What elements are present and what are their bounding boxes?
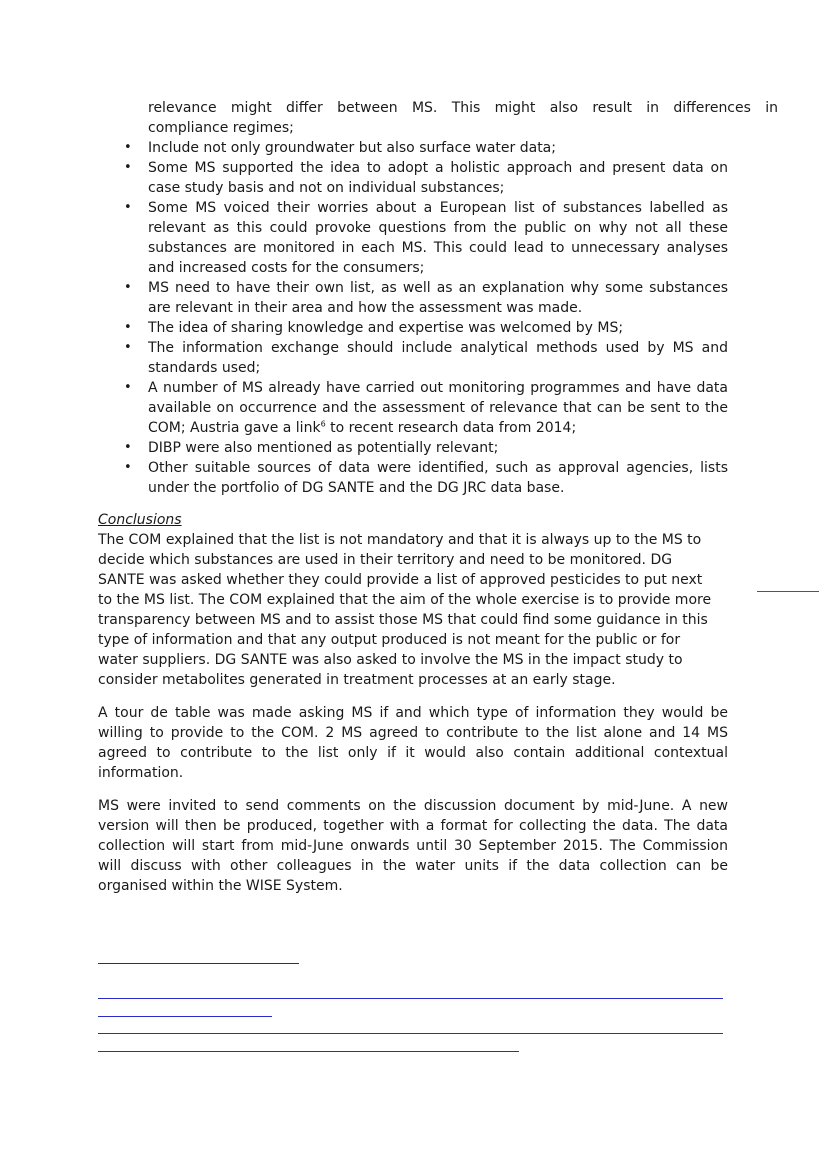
list-item bbox=[98, 278, 728, 318]
bullet-icon: • bbox=[124, 320, 132, 335]
list-item bbox=[98, 438, 728, 458]
list-item-text-tail: to recent research data from 2014; bbox=[325, 420, 577, 436]
bullet-icon: • bbox=[124, 340, 132, 355]
paragraph: A tour de table was made asking MS if and which type of information they would be willing to provide to the COM. 2 MS agreed to contribute to the list alone and 14 MS agreed to contribute to the list only if it would also contain additional contextual information. bbox=[98, 705, 728, 781]
list-item-text: Some MS supported the idea to adopt a holistic approach and present data on case study basis and not on individual substances; bbox=[148, 160, 728, 196]
list-item bbox=[98, 138, 728, 158]
bullet-icon: • bbox=[124, 200, 132, 215]
continued-line-2: compliance regimes; bbox=[148, 120, 294, 136]
bullet-icon: • bbox=[124, 160, 132, 175]
list-item-text: A number of MS already have carried out monitoring programmes and have data available on occurrence and the assessment of relevance that can be sent to the COM; Austria gave a link bbox=[148, 380, 728, 436]
continued-bullet-text bbox=[98, 98, 778, 138]
footnote-link-line[interactable] bbox=[98, 1016, 272, 1017]
list-item-text: Include not only groundwater but also surface water data; bbox=[148, 140, 556, 156]
footnote-reference[interactable]: 6 bbox=[320, 419, 326, 429]
bullet-icon: • bbox=[124, 140, 132, 155]
section-heading: Conclusions bbox=[98, 512, 182, 528]
paragraph: The COM explained that the list is not mandatory and that it is always up to the MS to decide which substances are used in their territory and need to be monitored. DG SANTE was asked whether they could provide a list of approved pesticides to put next to the MS list. The COM explained that the aim of the whole exercise is to provide more transparency between MS and to assist those MS that could find some guidance in this type of information and that any output produced is not meant for the public or for water suppliers. DG SANTE was also asked to involve the MS in the impact study to consider metabolites generated in treatment processes at an early stage. bbox=[98, 532, 712, 688]
list-item-text: MS need to have their own list, as well as an explanation why some substances are relevant in their area and how the assessment was made. bbox=[148, 280, 728, 316]
footnote-link-line[interactable] bbox=[98, 1033, 723, 1034]
footnote-separator bbox=[98, 963, 299, 964]
footnote-link-line[interactable] bbox=[98, 1051, 519, 1052]
list-item bbox=[98, 318, 728, 338]
list-item-text: The idea of sharing knowledge and expertise was welcomed by MS; bbox=[148, 320, 624, 336]
list-item bbox=[98, 378, 728, 438]
continued-line-1: relevance might differ between MS. This might also result in differences in bbox=[148, 100, 778, 116]
list-item-text: Other suitable sources of data were identified, such as approval agencies, lists under the portfolio of DG SANTE and the DG JRC data base. bbox=[148, 460, 728, 496]
list-item-text: Some MS voiced their worries about a European list of substances labelled as relevant as this could provoke questions from the public on why not all these substances are monitored in each MS. This could lead to unnecessary analyses and increased costs for the consumers; bbox=[148, 200, 728, 276]
bullet-icon: • bbox=[124, 280, 132, 295]
bullet-icon: • bbox=[124, 440, 132, 455]
paragraph: MS were invited to send comments on the discussion document by mid-June. A new version will then be produced, together with a format for collecting the data. The data collection will start from mid-June onwards until 30 September 2015. The Commission will discuss with other colleagues in the water units if the data collection can be organised within the WISE System. bbox=[98, 798, 728, 894]
list-item bbox=[98, 158, 728, 198]
footnote-link-line[interactable] bbox=[98, 998, 723, 999]
list-item bbox=[98, 198, 728, 278]
bullet-list bbox=[98, 138, 728, 498]
list-item-text: The information exchange should include analytical methods used by MS and standards used; bbox=[148, 340, 728, 376]
bullet-icon: • bbox=[124, 460, 132, 475]
margin-comment-rule bbox=[757, 591, 819, 592]
list-item-text: DIBP were also mentioned as potentially relevant; bbox=[148, 440, 499, 456]
list-item bbox=[98, 458, 728, 498]
bullet-icon: • bbox=[124, 380, 132, 395]
list-item bbox=[98, 338, 728, 378]
